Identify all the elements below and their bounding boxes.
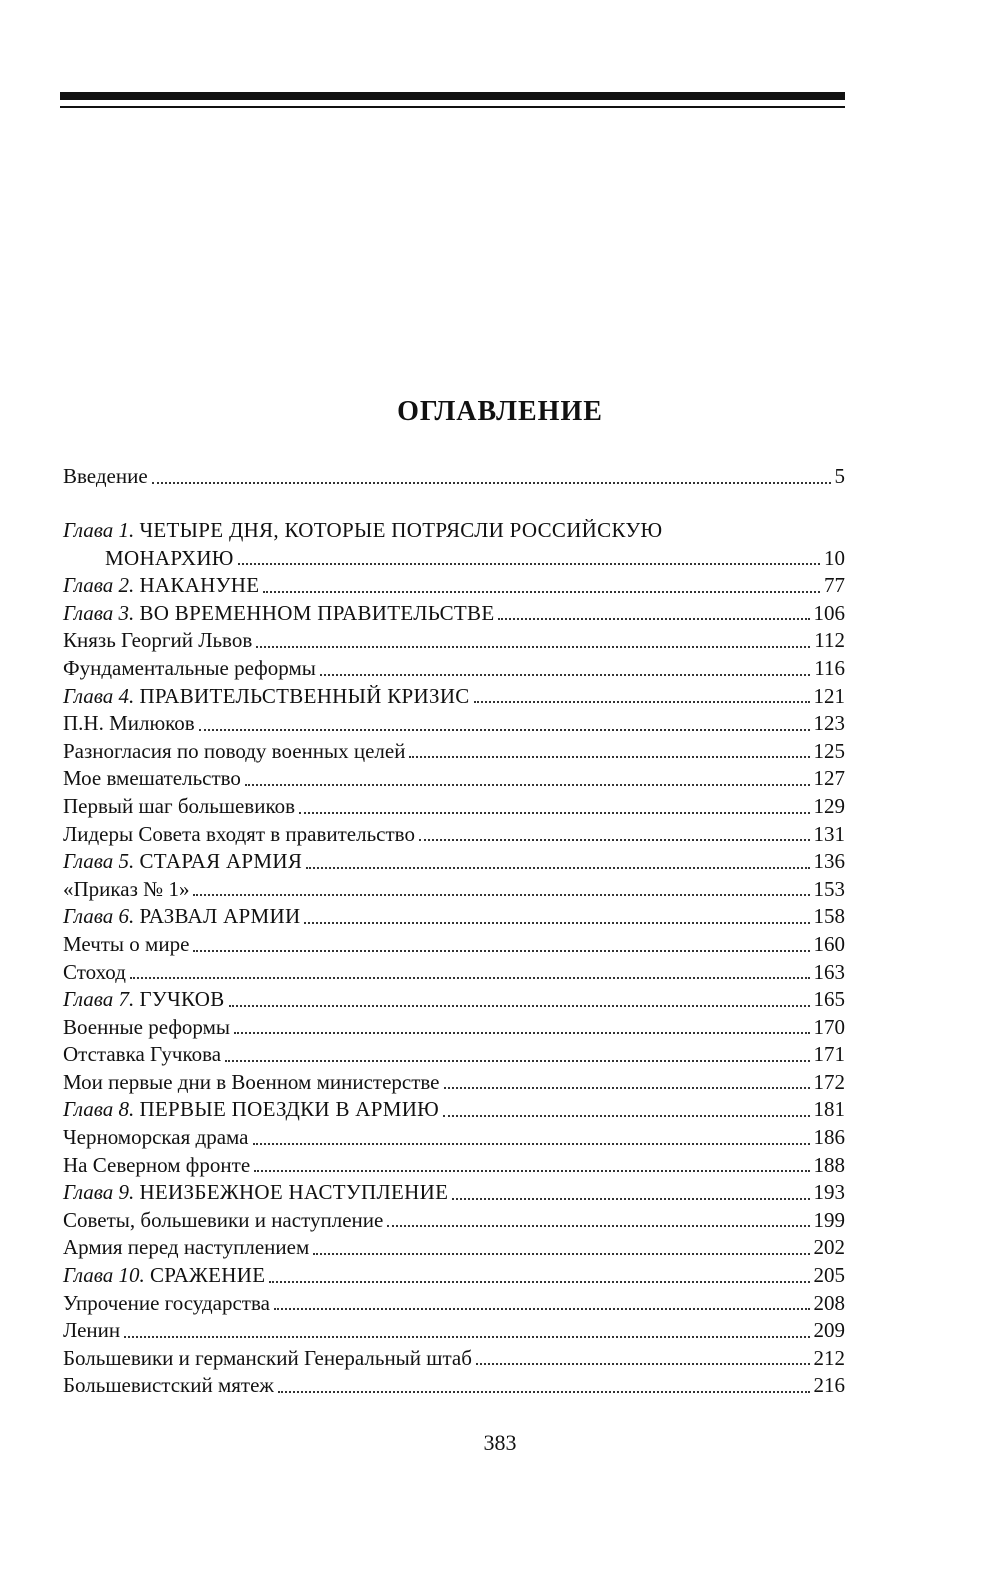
header-rule-thick bbox=[60, 92, 845, 100]
toc-entry-page: 212 bbox=[813, 1345, 845, 1370]
leader-dots bbox=[193, 894, 809, 896]
section-title: Стоход bbox=[63, 959, 126, 984]
toc-entry-page: 208 bbox=[813, 1290, 845, 1315]
toc-entry-page: 160 bbox=[813, 931, 845, 956]
toc-entry[interactable] bbox=[63, 793, 845, 821]
page-number: 383 bbox=[483, 1430, 517, 1455]
toc-entry-page: 106 bbox=[813, 600, 845, 625]
chapter-title-line-2: МОНАРХИЮ bbox=[105, 545, 234, 570]
chapter-title: ПРАВИТЕЛЬСТВЕННЫЙ КРИЗИС bbox=[139, 683, 470, 708]
leader-dots bbox=[238, 563, 820, 565]
chapter-label: Глава 7. bbox=[63, 987, 135, 1012]
section-title: Большевики и германский Генеральный штаб bbox=[63, 1345, 472, 1370]
chapter-label: Глава 4. bbox=[63, 683, 135, 708]
leader-dots bbox=[313, 1253, 809, 1255]
toc-entry[interactable] bbox=[63, 738, 845, 766]
section-title: Мои первые дни в Военном министерстве bbox=[63, 1069, 440, 1094]
leader-dots bbox=[443, 1115, 809, 1117]
section-title: Упрочение государства bbox=[63, 1290, 270, 1315]
chapter-label: Глава 3. bbox=[63, 600, 135, 625]
section-title: Советы, большевики и наступление bbox=[63, 1207, 384, 1232]
leader-dots bbox=[320, 674, 810, 676]
toc-entry-page: 193 bbox=[813, 1180, 845, 1205]
chapter-label: Глава 6. bbox=[63, 904, 135, 929]
toc-entry-page: 131 bbox=[813, 821, 845, 846]
toc-entry[interactable] bbox=[63, 710, 845, 738]
leader-dots bbox=[253, 1143, 810, 1145]
toc-entry-page: 121 bbox=[813, 683, 845, 708]
toc-entry[interactable] bbox=[63, 1234, 845, 1262]
toc-entry[interactable] bbox=[63, 627, 845, 655]
toc-entry[interactable] bbox=[63, 903, 845, 931]
section-title: Мечты о мире bbox=[63, 931, 190, 956]
page-title: ОГЛАВЛЕНИЕ bbox=[397, 396, 603, 427]
toc-entry-page: 216 bbox=[813, 1373, 845, 1398]
chapter-title: ПЕРВЫЕ ПОЕЗДКИ В АРМИЮ bbox=[139, 1097, 440, 1122]
toc-entry-page: 10 bbox=[824, 545, 845, 570]
section-title: Фундаментальные реформы bbox=[63, 655, 316, 680]
leader-dots bbox=[306, 867, 809, 869]
section-title: Военные реформы bbox=[63, 1014, 231, 1039]
chapter-label: Глава 5. bbox=[63, 849, 135, 874]
chapter-label: Глава 8. bbox=[63, 1097, 135, 1122]
toc-entry-page: 181 bbox=[813, 1097, 845, 1122]
section-title: Большевистский мятеж bbox=[63, 1373, 274, 1398]
toc-entry-text: Введение bbox=[63, 464, 148, 488]
toc-entry[interactable] bbox=[63, 931, 845, 959]
chapter-title: СРАЖЕНИЕ bbox=[149, 1263, 266, 1288]
toc-entry[interactable] bbox=[63, 821, 845, 849]
toc-entry[interactable] bbox=[63, 1152, 845, 1180]
chapter-title: НЕИЗБЕЖНОЕ НАСТУПЛЕНИЕ bbox=[139, 1180, 449, 1205]
section-title: П.Н. Милюков bbox=[63, 711, 195, 736]
leader-dots bbox=[476, 1363, 810, 1365]
leader-dots bbox=[269, 1281, 809, 1283]
toc-entry[interactable] bbox=[63, 683, 845, 711]
leader-dots bbox=[225, 1060, 809, 1062]
leader-dots bbox=[229, 1005, 810, 1007]
toc-entry-page: 158 bbox=[813, 904, 845, 929]
toc-entry[interactable] bbox=[63, 1096, 845, 1124]
chapter-title: ГУЧКОВ bbox=[139, 987, 225, 1012]
toc-entry-page: 165 bbox=[813, 987, 845, 1012]
toc-entry[interactable] bbox=[63, 655, 845, 683]
toc-entry-chapter-1-cont[interactable] bbox=[63, 545, 845, 573]
leader-dots bbox=[199, 729, 810, 731]
toc-entry-page: 123 bbox=[813, 711, 845, 736]
leader-dots bbox=[152, 482, 831, 484]
chapter-title: НАКАНУНЕ bbox=[139, 573, 260, 598]
toc-entry[interactable] bbox=[63, 1345, 845, 1373]
header-rule-thin bbox=[60, 106, 845, 108]
chapter-label: Глава 2. bbox=[63, 573, 135, 598]
toc-entry-page: 186 bbox=[813, 1125, 845, 1150]
toc-entry-page: 5 bbox=[834, 464, 845, 488]
toc-entry-page: 170 bbox=[813, 1014, 845, 1039]
toc-entry[interactable] bbox=[63, 1262, 845, 1290]
toc-entry-chapter-1[interactable] bbox=[63, 517, 845, 545]
leader-dots bbox=[409, 756, 809, 758]
section-title: «Приказ № 1» bbox=[63, 876, 190, 901]
leader-dots bbox=[193, 950, 809, 952]
leader-dots bbox=[474, 701, 810, 703]
table-of-contents bbox=[63, 463, 845, 1400]
section-title: Черноморская драма bbox=[63, 1125, 249, 1150]
section-title: Князь Георгий Львов bbox=[63, 628, 253, 653]
section-title: Армия перед наступлением bbox=[63, 1235, 310, 1260]
toc-entry-page: 171 bbox=[813, 1042, 845, 1067]
section-title: Лидеры Совета входят в правительство bbox=[63, 821, 415, 846]
chapter-label: Глава 9. bbox=[63, 1180, 135, 1205]
toc-entry[interactable] bbox=[63, 572, 845, 600]
toc-entry[interactable] bbox=[63, 765, 845, 793]
toc-entry[interactable] bbox=[63, 959, 845, 987]
toc-entry[interactable] bbox=[63, 1207, 845, 1235]
toc-entry-page: 116 bbox=[814, 655, 845, 680]
toc-entry[interactable] bbox=[63, 1290, 845, 1318]
toc-entries bbox=[63, 572, 845, 1400]
toc-entry[interactable] bbox=[63, 848, 845, 876]
toc-entry-page: 172 bbox=[813, 1069, 845, 1094]
toc-entry-page: 77 bbox=[824, 573, 845, 598]
leader-dots bbox=[299, 812, 809, 814]
toc-entry[interactable] bbox=[63, 1317, 845, 1345]
leader-dots bbox=[304, 922, 809, 924]
leader-dots bbox=[278, 1391, 810, 1393]
leader-dots bbox=[274, 1308, 810, 1310]
toc-entry[interactable] bbox=[63, 600, 845, 628]
leader-dots bbox=[254, 1170, 809, 1172]
chapter-label: Глава 10. bbox=[63, 1263, 145, 1288]
toc-entry-page: 125 bbox=[813, 738, 845, 763]
toc-entry[interactable] bbox=[63, 1069, 845, 1097]
toc-entry[interactable] bbox=[63, 1041, 845, 1069]
leader-dots bbox=[387, 1225, 809, 1227]
toc-entry[interactable] bbox=[63, 1124, 845, 1152]
toc-entry-page: 127 bbox=[813, 766, 845, 791]
section-title: Ленин bbox=[63, 1318, 121, 1343]
toc-entry-page: 209 bbox=[813, 1318, 845, 1343]
toc-entry-page: 205 bbox=[813, 1263, 845, 1288]
chapter-title: РАЗВАЛ АРМИИ bbox=[139, 904, 301, 929]
chapter-title: СТАРАЯ АРМИЯ bbox=[139, 849, 303, 874]
toc-entry[interactable] bbox=[63, 986, 845, 1014]
toc-entry-page: 153 bbox=[813, 876, 845, 901]
leader-dots bbox=[452, 1198, 809, 1200]
leader-dots bbox=[263, 591, 820, 593]
toc-entry-page: 188 bbox=[813, 1152, 845, 1177]
toc-entry[interactable] bbox=[63, 1372, 845, 1400]
section-title: Первый шаг большевиков bbox=[63, 793, 296, 818]
leader-dots bbox=[444, 1087, 810, 1089]
section-title: Отставка Гучкова bbox=[63, 1042, 222, 1067]
toc-entry-page: 163 bbox=[813, 959, 845, 984]
chapter-title: ВО ВРЕМЕННОМ ПРАВИТЕЛЬСТВЕ bbox=[139, 600, 495, 625]
toc-entry-page: 129 bbox=[813, 793, 845, 818]
leader-dots bbox=[498, 618, 809, 620]
toc-entry[interactable] bbox=[63, 1179, 845, 1207]
chapter-label: Глава 1. bbox=[63, 517, 135, 542]
leader-dots bbox=[124, 1336, 809, 1338]
toc-entry-page: 199 bbox=[813, 1207, 845, 1232]
toc-entry-page: 136 bbox=[813, 849, 845, 874]
section-title: Разногласия по поводу военных целей bbox=[63, 738, 406, 763]
leader-dots bbox=[419, 839, 810, 841]
section-title: Мое вмешательство bbox=[63, 766, 241, 791]
toc-entry[interactable] bbox=[63, 876, 845, 904]
leader-dots bbox=[130, 977, 810, 979]
toc-entry[interactable] bbox=[63, 1014, 845, 1042]
toc-entry-page: 112 bbox=[814, 628, 845, 653]
leader-dots bbox=[245, 784, 810, 786]
toc-entry-page: 202 bbox=[813, 1235, 845, 1260]
leader-dots bbox=[256, 646, 810, 648]
leader-dots bbox=[234, 1032, 809, 1034]
section-title: На Северном фронте bbox=[63, 1152, 251, 1177]
chapter-title-line-1: ЧЕТЫРЕ ДНЯ, КОТОРЫЕ ПОТРЯСЛИ РОССИЙСКУЮ bbox=[139, 517, 663, 542]
toc-entry-intro[interactable] bbox=[63, 463, 845, 491]
